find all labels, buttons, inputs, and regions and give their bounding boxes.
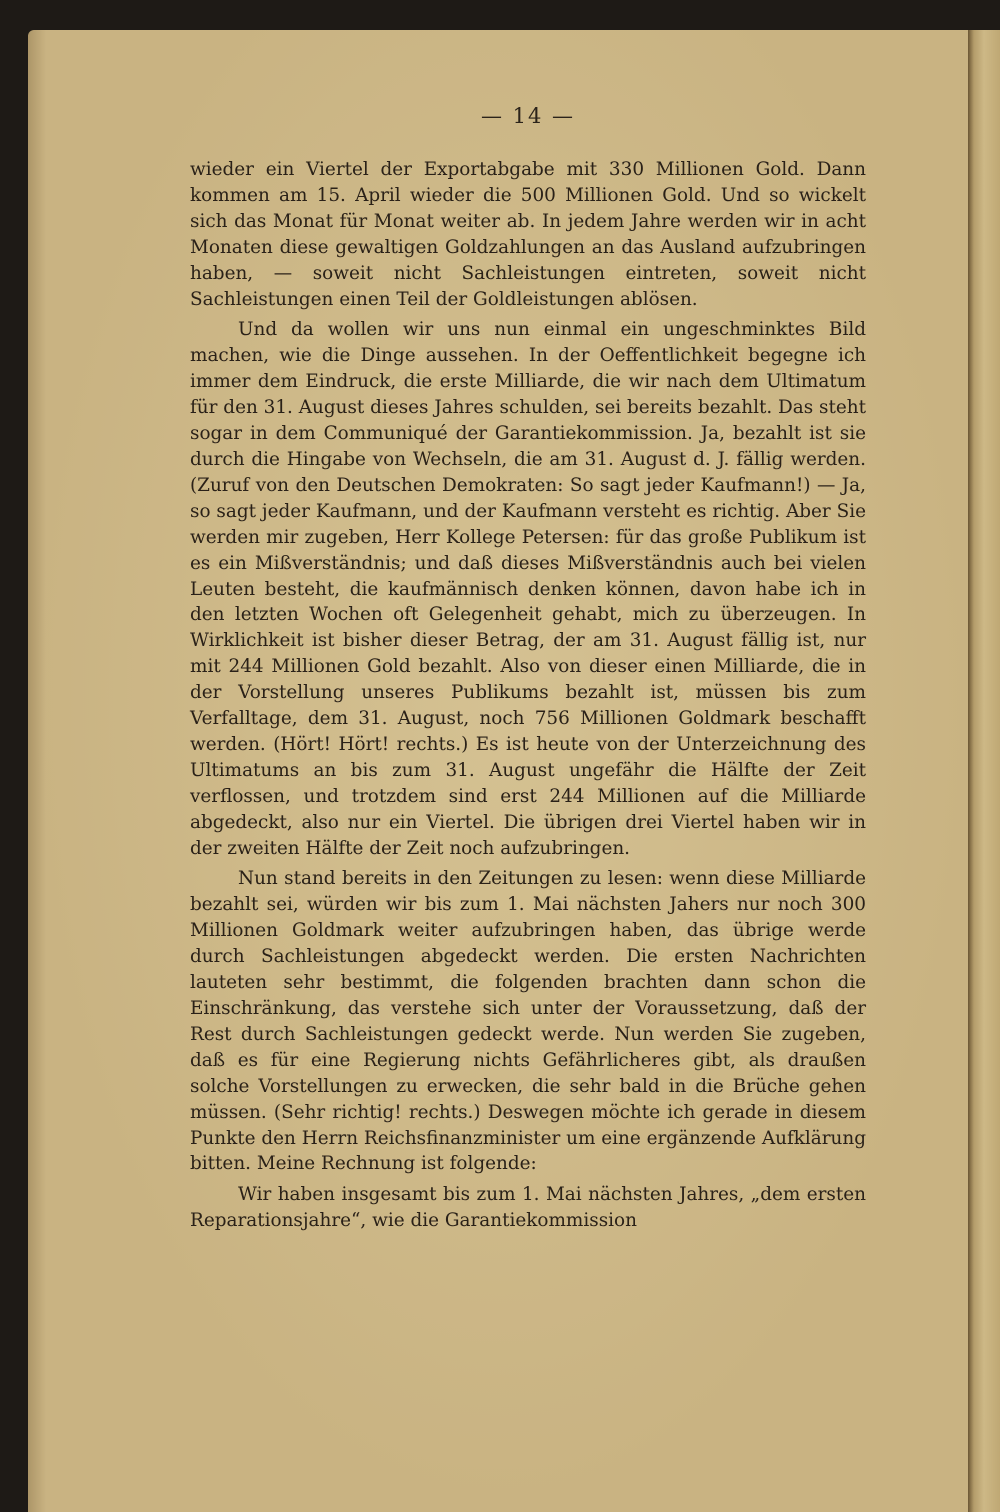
body-text [190,157,866,1234]
paragraph-1: wieder ein Viertel der Exportabgabe mit 330 Millionen Gold. Dann kommen am 15. April wieder die 500 Millionen Gold. Und so wickelt sich das Monat für Monat weiter ab. In jedem Jahre werden wir in acht Monaten diese gewaltigen Goldzahlungen an das Ausland aufzubringen haben, — soweit nicht Sachleistungen eintreten, soweit nicht Sachleistungen einen Teil der Goldleistungen ablösen. [190,159,866,310]
paragraph-3: Nun stand bereits in den Zeitungen zu lesen: wenn diese Milliarde bezahlt sei, würden wir bis zum 1. Mai nächsten Jahers nur noch 300 Millionen Goldmark weiter aufzubringen haben, das übrige werde durch Sachleistungen abgedeckt werden. Die ersten Nachrichten lauteten sehr bestimmt, die folgenden brachten dann schon die Einschränkung, das verstehe sich unter der Voraussetzung, daß der Rest durch Sachleistungen gedeckt werde. Nun werden Sie zugeben, daß es für eine Regierung nichts Gefährlicheres gibt, als draußen solche Vorstellungen zu erwecken, die sehr bald in die Brüche gehen müssen. (Sehr richtig! rechts.) Deswegen möchte ich gerade in diesem Punkte den Herrn Reichsfinanzminister um eine ergänzende Aufklärung bitten. Meine Rechnung ist folgende: [190,868,866,1175]
page-number: — 14 — [480,104,576,128]
paragraph-2: Und da wollen wir uns nun einmal ein ungeschminktes Bild machen, wie die Dinge aussehen. In der Oeffentlichkeit begegne ich immer dem Eindruck, die erste Milliarde, die wir nach dem Ultimatum für den 31. August dieses Jahres schulden, sei bereits bezahlt. Das steht sogar in dem Communiqué der Garantiekommission. Ja, bezahlt ist sie durch die Hingabe von Wechseln, die am 31. August d. J. fällig werden. (Zuruf von den Deutschen Demokraten: So sagt jeder Kaufmann!) — Ja, so sagt jeder Kaufmann, und der Kaufmann versteht es richtig. Aber Sie werden mir zugeben, Herr Kollege Petersen: für das große Publikum ist es ein Mißverständnis; und daß dieses Mißverständnis auch bei vielen Leuten besteht, die kaufmännisch denken können, davon habe ich in den letzten Wochen oft Gelegenheit gehabt, mich zu überzeugen. In Wirklichkeit ist bisher dieser Betrag, der am 31. August fällig ist, nur mit 244 Millionen Gold bezahlt. Also von dieser einen Milliarde, die in der Vorstellung unseres Publikums bezahlt ist, müssen bis zum Verfalltage, dem 31. August, noch 756 Millionen Goldmark beschafft werden. (Hört! Hört! rechts.) Es ist heute von der Unterzeichnung des Ultimatums an bis zum 31. August ungefähr die Hälfte der Zeit verflossen, und trotzdem sind erst 244 Millionen auf die Milliarde abgedeckt, also nur ein Viertel. Die übrigen drei Viertel haben wir in der zweiten Hälfte der Zeit noch aufzubringen. [190,319,866,859]
book-spine [968,30,1000,1512]
paragraph-4: Wir haben insgesamt bis zum 1. Mai nächsten Jahres, „dem ersten Reparationsjahre“, wie die Garantiekommission [190,1184,866,1232]
